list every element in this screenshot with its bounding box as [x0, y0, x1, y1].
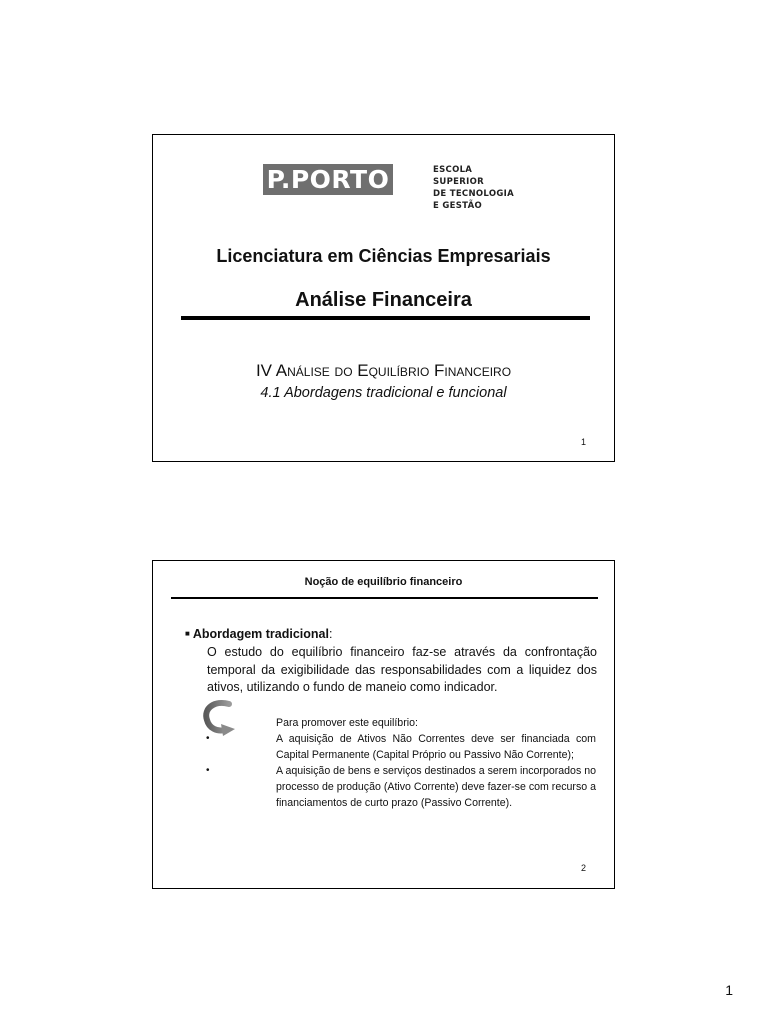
- pporto-logo: P.PORTO: [263, 164, 393, 195]
- title-divider: [181, 316, 590, 320]
- heading-text: Abordagem tradicional: [192, 627, 329, 641]
- intro-paragraph: O estudo do equilíbrio financeiro faz-se através da confrontação temporal da exigibilidade das responsabilidades com a liquidez dos ativos, utilizando o fundo de maneio como indicador.: [207, 645, 597, 694]
- degree-title: Licenciatura em Ciências Empresariais: [216, 246, 551, 266]
- document-page-number: 1: [725, 982, 733, 998]
- bullet-icon: •: [206, 733, 210, 744]
- subchapter-title: 4.1 Abordagens tradicional e funcional: [260, 385, 507, 401]
- heading-suffix: :: [328, 627, 333, 641]
- title-divider: [171, 597, 598, 599]
- square-bullet-icon: ■: [185, 629, 190, 638]
- school-line: DE TECNOLOGIA: [433, 189, 514, 199]
- list-item-text: A aquisição de Ativos Não Correntes deve ser financiada com Capital Permanente (Capital Próprio ou Passivo Não Corrente);: [276, 733, 596, 761]
- rules-intro: Para promover este equilíbrio:: [276, 717, 418, 729]
- section-heading: [185, 627, 332, 641]
- slide-2: [152, 560, 615, 889]
- slide-1: [152, 134, 615, 462]
- list-item: [206, 763, 596, 811]
- slide-title: Noção de equilíbrio financeiro: [304, 576, 463, 588]
- school-name: [433, 164, 514, 212]
- bullet-icon: •: [206, 765, 210, 776]
- list-item: [206, 731, 596, 763]
- school-line: E GESTÃO: [433, 201, 483, 211]
- chapter-title: IV Análise do Equilíbrio Financeiro: [255, 361, 512, 380]
- school-line: ESCOLA: [433, 165, 473, 175]
- slide-page-number: 2: [580, 863, 586, 873]
- rules-block: [206, 715, 596, 811]
- course-title: Análise Financeira: [295, 289, 472, 311]
- list-item-text: A aquisição de bens e serviços destinados a serem incorporados no processo de produção (Ativo Corrente) deve fazer-se com recurso a financiamentos de curto prazo (Passivo Corrente).: [276, 765, 596, 809]
- slide-page-number: 1: [580, 437, 586, 447]
- school-line: SUPERIOR: [433, 177, 484, 187]
